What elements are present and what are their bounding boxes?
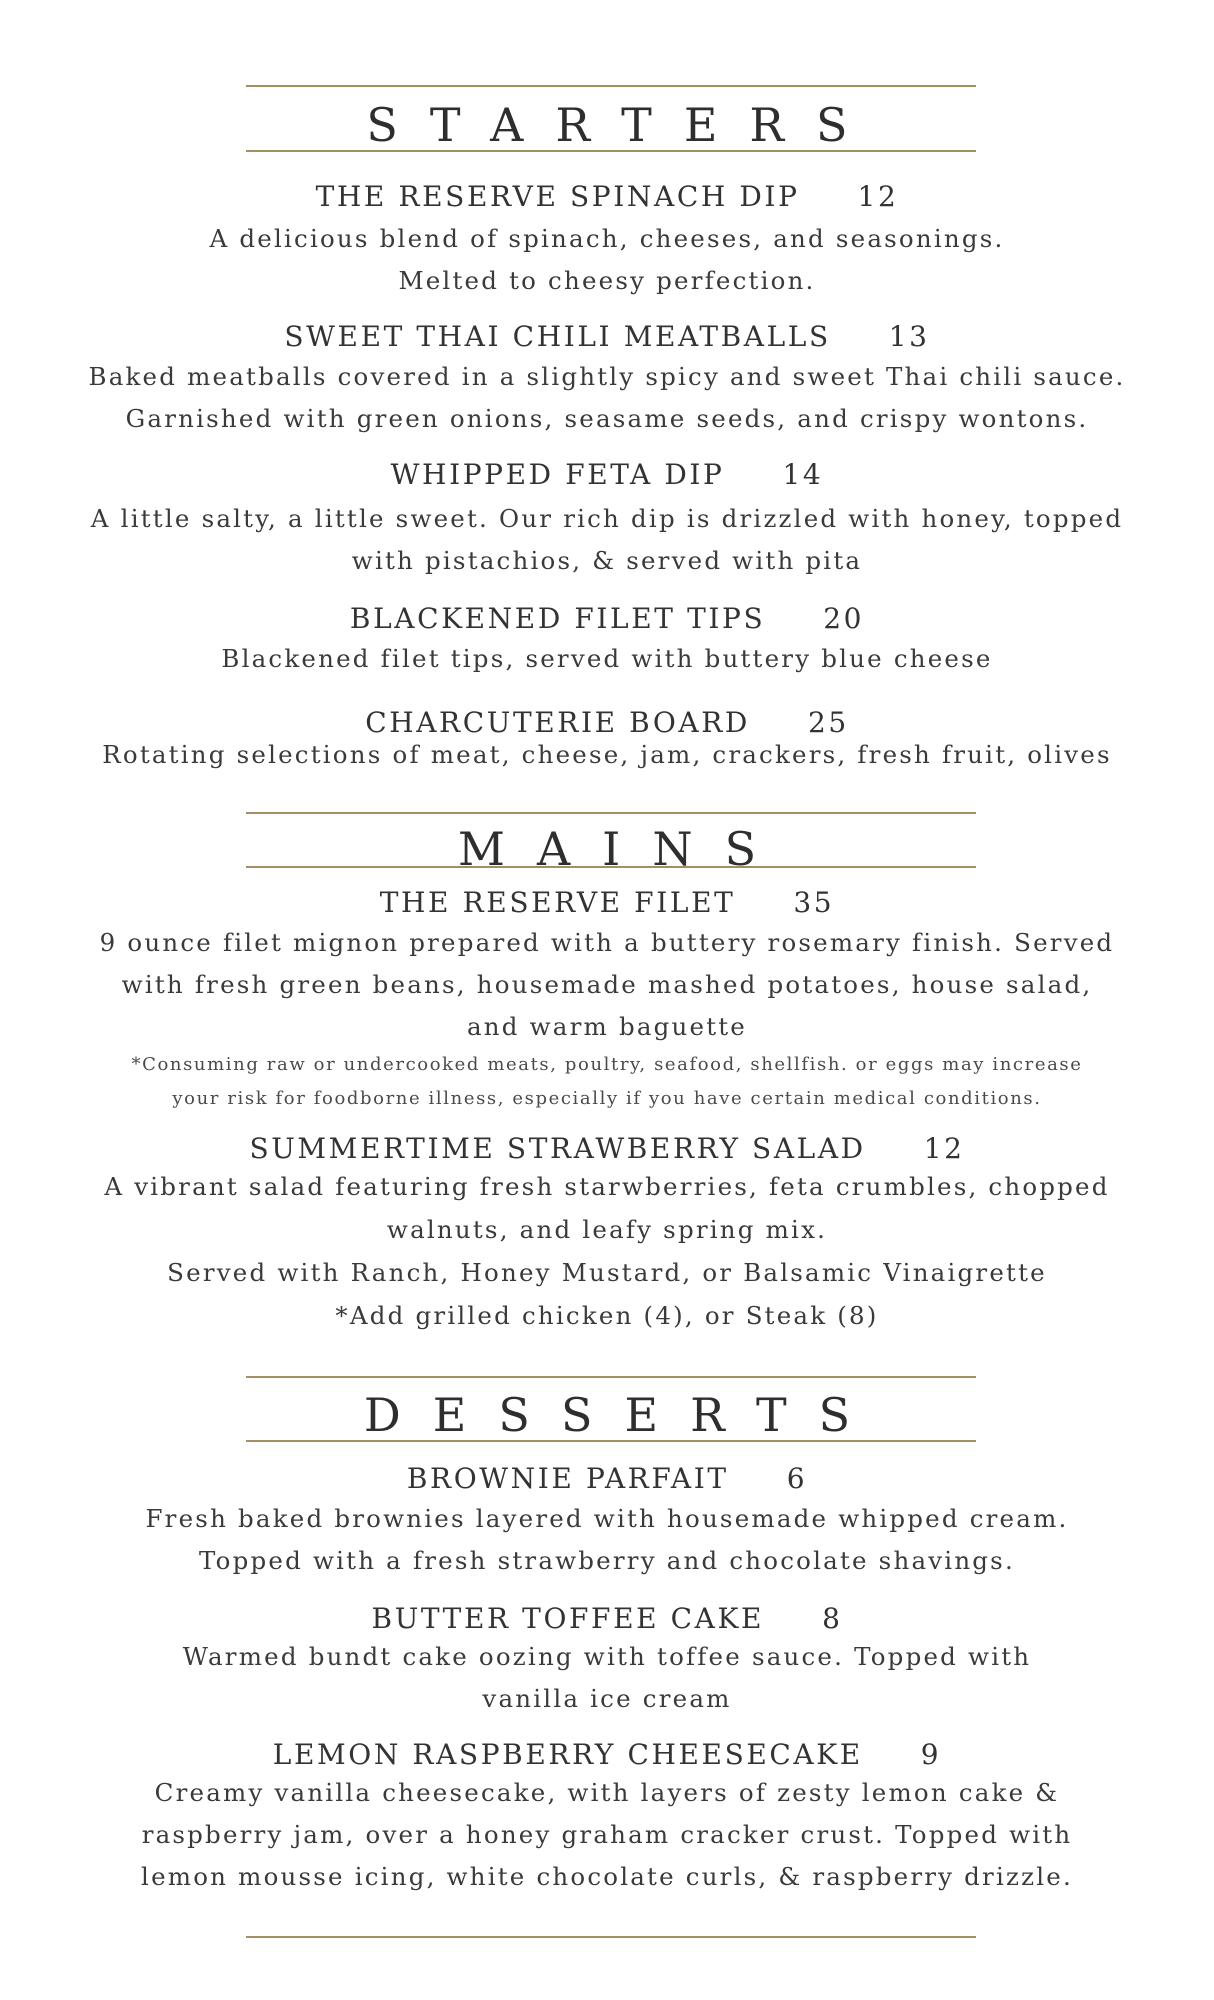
menu-item-description: raspberry jam, over a honey graham cracker crust. Topped with <box>141 1820 1073 1849</box>
section-title-mains: MAINS <box>457 822 789 876</box>
menu-item-description: Garnished with green onions, seasame seeds, and crispy wontons. <box>125 404 1089 433</box>
menu-item-price: 13 <box>888 320 930 353</box>
menu-item-price: 6 <box>786 1462 808 1495</box>
menu-item-name: THE RESERVE FILET 35 <box>379 886 835 919</box>
menu-item-description: *Add grilled chicken (4), or Steak (8) <box>335 1301 879 1330</box>
menu-item-description: Blackened filet tips, served with buttery blue cheese <box>221 644 993 673</box>
divider-rule <box>246 812 976 814</box>
menu-item-description: 9 ounce filet mignon prepared with a buttery rosemary finish. Served <box>99 928 1115 957</box>
menu-item-description: Warmed bundt cake oozing with toffee sauce. Topped with <box>182 1642 1032 1671</box>
divider-rule <box>246 85 976 87</box>
menu-item-description: A little salty, a little sweet. Our rich dip is drizzled with honey, topped <box>90 504 1124 533</box>
menu-item-description: walnuts, and leafy spring mix. <box>386 1215 828 1244</box>
menu-item-description: with pistachios, & served with pita <box>351 546 863 575</box>
menu-item-description: Fresh baked brownies layered with housemade whipped cream. <box>145 1504 1069 1533</box>
menu-item-name: BROWNIE PARFAIT 6 <box>406 1462 808 1495</box>
divider-rule <box>246 150 976 152</box>
menu-item-name: SWEET THAI CHILI MEATBALLS 13 <box>284 320 930 353</box>
allergy-notice: *Consuming raw or undercooked meats, poultry, seafood, shellfish. or eggs may increase <box>131 1054 1083 1075</box>
menu-item-name: BUTTER TOFFEE CAKE 8 <box>371 1602 843 1635</box>
menu-item-name: SUMMERTIME STRAWBERRY SALAD 12 <box>249 1132 965 1165</box>
divider-rule <box>246 866 976 868</box>
menu-item-description: Served with Ranch, Honey Mustard, or Balsamic Vinaigrette <box>167 1258 1047 1287</box>
menu-item-price: 12 <box>923 1132 965 1165</box>
menu-item-description: lemon mousse icing, white chocolate curls, & raspberry drizzle. <box>141 1862 1073 1891</box>
menu-item-name: CHARCUTERIE BOARD 25 <box>365 706 849 739</box>
menu-item-name: LEMON RASPBERRY CHEESECAKE 9 <box>272 1738 942 1771</box>
menu-item-description: Topped with a fresh strawberry and chocolate shavings. <box>199 1546 1015 1575</box>
section-title-desserts: DESSERTS <box>363 1388 883 1442</box>
divider-rule <box>246 1376 976 1378</box>
menu-item-name: BLACKENED FILET TIPS 20 <box>349 602 865 635</box>
menu-item-name: THE RESERVE SPINACH DIP 12 <box>315 180 899 213</box>
allergy-notice: your risk for foodborne illness, especially if you have certain medical conditions. <box>172 1088 1042 1109</box>
menu-item-price: 9 <box>920 1738 942 1771</box>
menu-item-price: 8 <box>822 1602 843 1635</box>
menu-item-price: 14 <box>782 458 824 491</box>
menu-item-description: Melted to cheesy perfection. <box>398 266 816 295</box>
menu-item-description: Creamy vanilla cheesecake, with layers of zesty lemon cake & <box>154 1778 1060 1807</box>
section-title-starters: STARTERS <box>366 98 880 152</box>
menu-item-description: with fresh green beans, housemade mashed potatoes, house salad, <box>121 970 1093 999</box>
menu-item-description: vanilla ice cream <box>482 1684 732 1713</box>
menu-item-description: and warm baguette <box>466 1012 747 1041</box>
menu-item-description: A delicious blend of spinach, cheeses, and seasonings. <box>209 224 1005 253</box>
menu-item-price: 35 <box>793 886 835 919</box>
divider-rule <box>246 1440 976 1442</box>
divider-rule <box>246 1936 976 1938</box>
menu-item-description: Rotating selections of meat, cheese, jam, crackers, fresh fruit, olives <box>102 740 1112 769</box>
menu-item-price: 12 <box>857 180 899 213</box>
menu-item-name: WHIPPED FETA DIP 14 <box>390 458 824 491</box>
menu-item-description: Baked meatballs covered in a slightly spicy and sweet Thai chili sauce. <box>88 362 1126 391</box>
menu-item-price: 20 <box>823 602 865 635</box>
menu-item-description: A vibrant salad featuring fresh starwberries, feta crumbles, chopped <box>104 1172 1110 1201</box>
menu-item-price: 25 <box>807 706 849 739</box>
